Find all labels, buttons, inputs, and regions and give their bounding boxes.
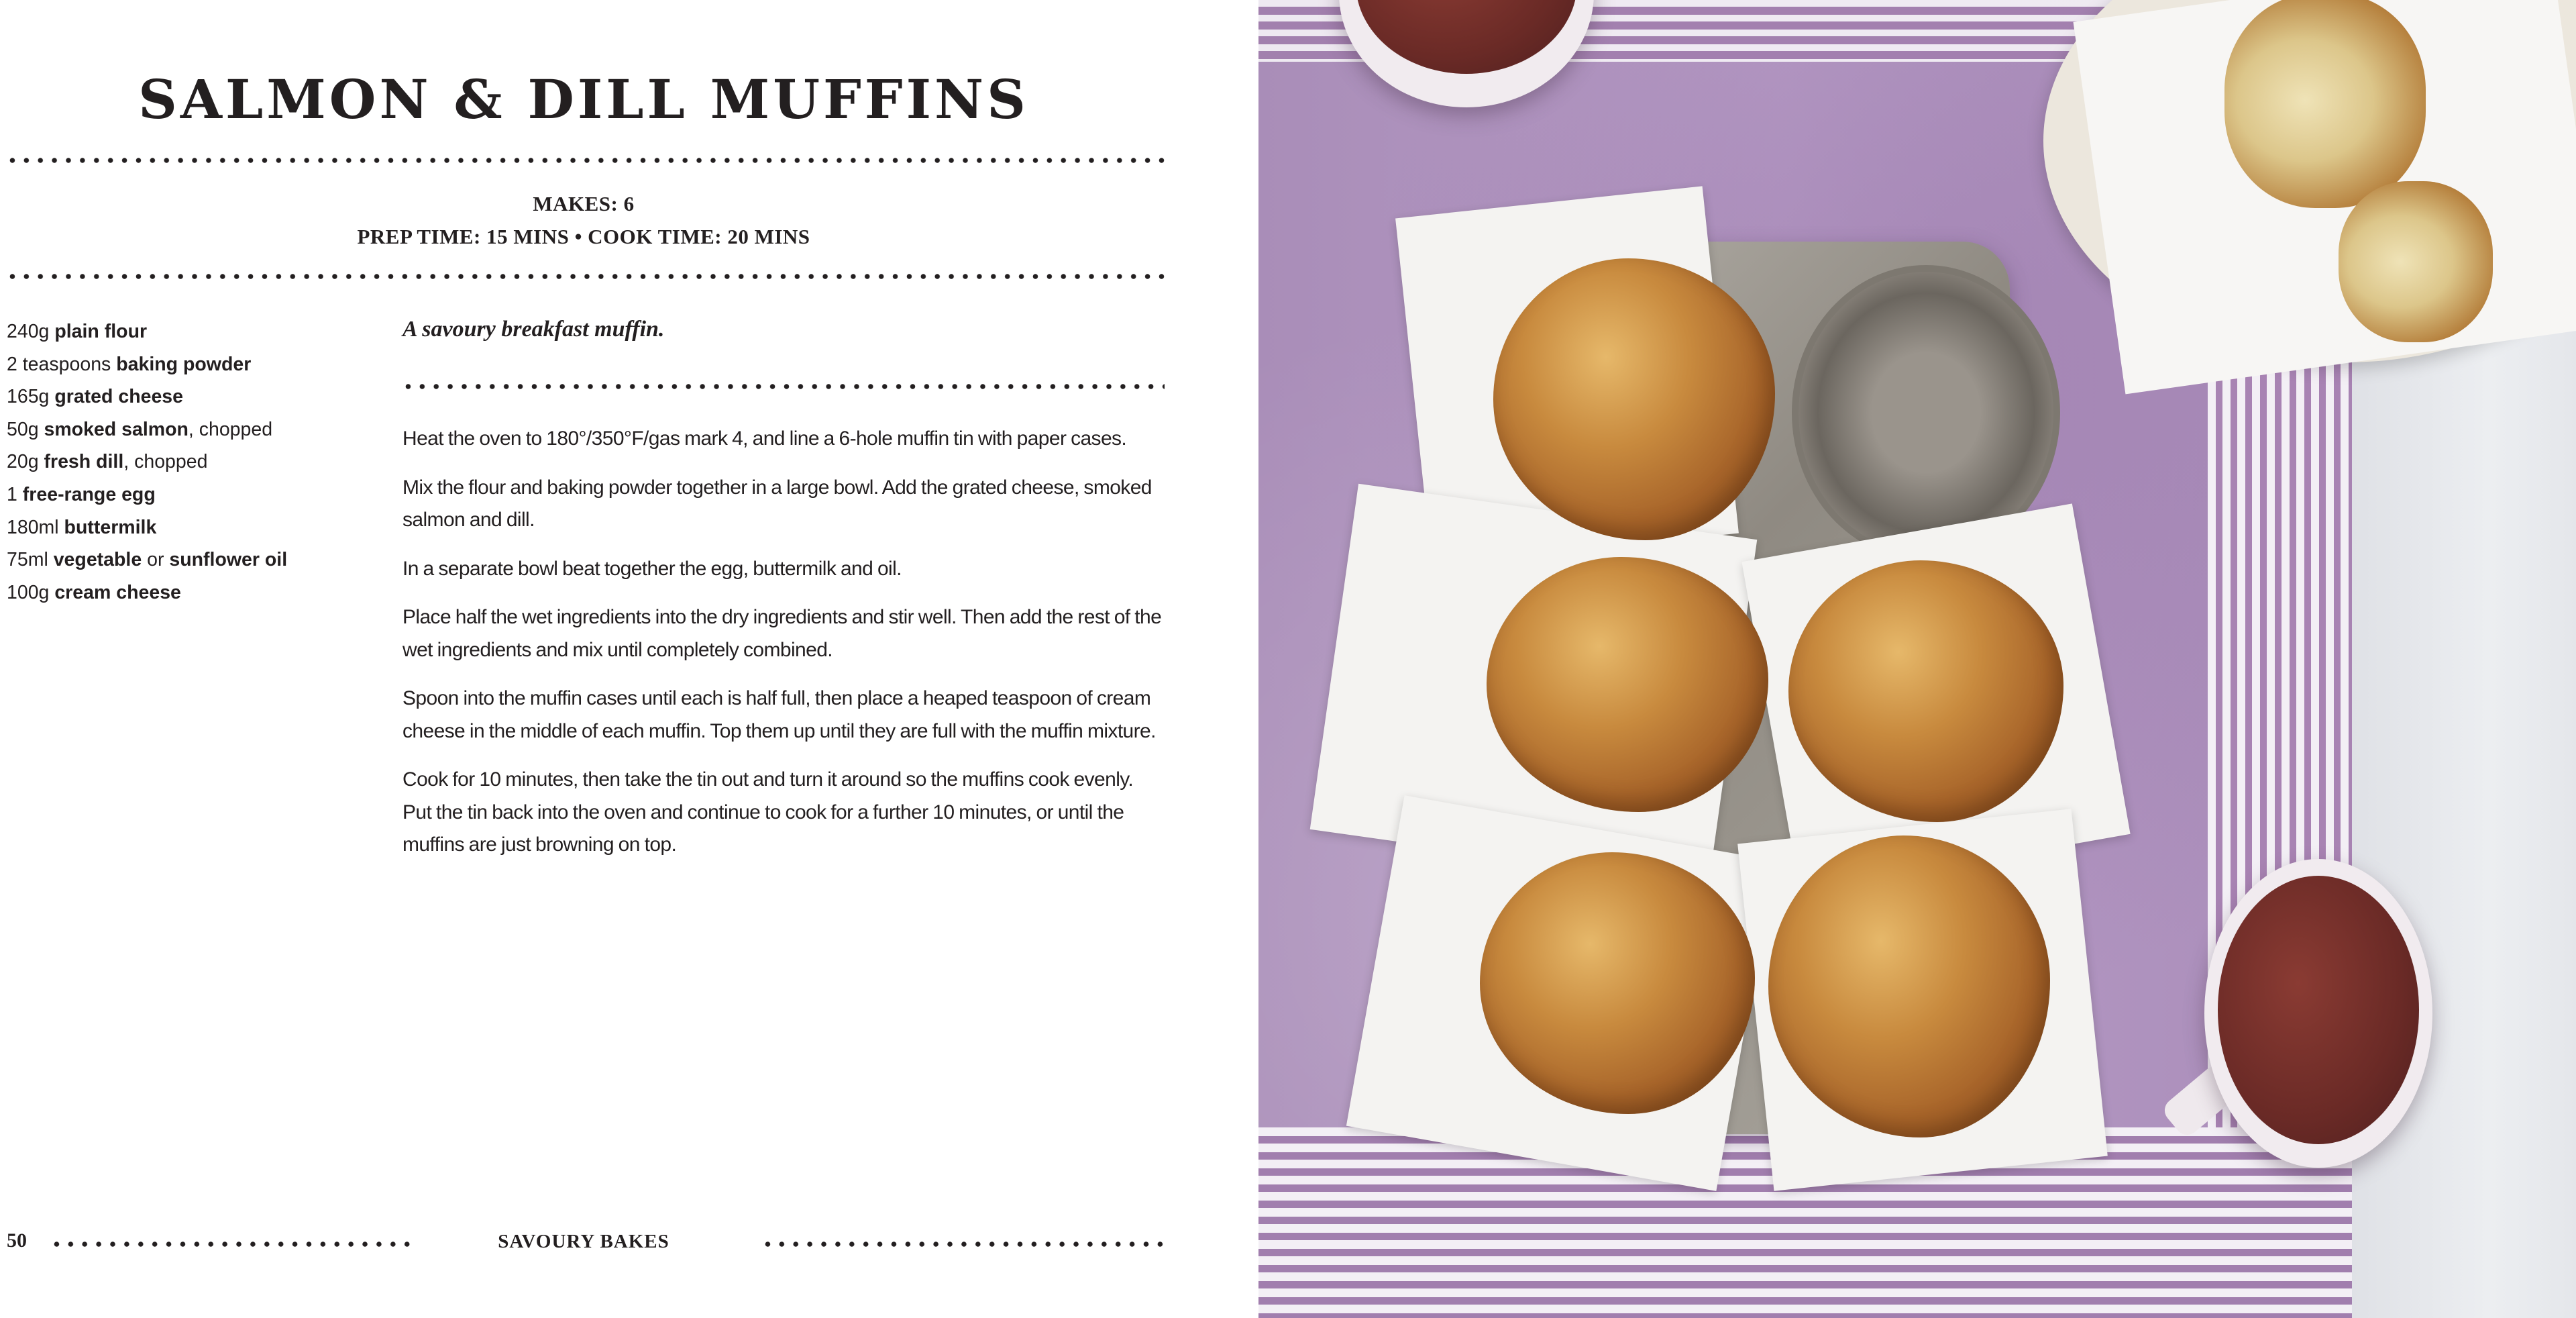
ingredient-qty: 100g — [7, 581, 55, 603]
ingredient-item — [7, 348, 382, 381]
ingredient-item — [7, 511, 382, 544]
method-step: Place half the wet ingredients into the dry ingredients and stir well. Then add the rest of the wet ingredients and mix until completely combined. — [402, 606, 1162, 661]
ingredient-note: or — [142, 549, 170, 571]
footer-dotted-left — [50, 1241, 412, 1247]
ingredient-name: plain flour — [54, 321, 148, 342]
muffin-piece — [2339, 181, 2493, 342]
ingredient-name: smoked salmon — [44, 418, 189, 440]
dotted-divider-top — [5, 158, 1165, 163]
recipe-photo — [1258, 0, 2576, 1318]
ingredients-list — [7, 315, 382, 609]
times-label: PREP TIME: 15 MINS • COOK TIME: 20 MINS — [357, 225, 810, 248]
ingredient-item — [7, 544, 382, 576]
ingredient-name: vegetable — [53, 549, 142, 571]
ingredient-qty: 2 teaspoons — [7, 353, 117, 375]
method-step: In a separate bowl beat together the egg, buttermilk and oil. — [402, 557, 902, 580]
ingredient-item — [7, 478, 382, 511]
dotted-divider-meta — [5, 274, 1165, 279]
ingredient-qty: 180ml — [7, 516, 64, 538]
ingredient-name: baking powder — [116, 353, 252, 375]
ingredient-name: free-range egg — [22, 483, 156, 505]
ingredient-item — [7, 446, 382, 478]
ingredient-item — [7, 413, 382, 446]
ingredient-item — [7, 576, 382, 609]
ingredient-qty: 240g — [7, 321, 55, 342]
recipe-title: SALMON & DILL MUFFINS — [138, 68, 1029, 131]
ingredient-qty: 20g — [7, 451, 44, 473]
method-step: Heat the oven to 180°/350°F/gas mark 4, and line a 6-hole muffin tin with paper cases. — [402, 427, 1127, 450]
method-steps — [402, 423, 1164, 878]
method-step: Mix the flour and baking powder together in a large bowl. Add the grated cheese, smoked salmon and dill. — [402, 476, 1152, 531]
ingredient-name: cream cheese — [54, 581, 181, 603]
makes-label: MAKES: 6 — [533, 192, 635, 215]
ingredient-qty: 165g — [7, 386, 55, 408]
method-step: Spoon into the muffin cases until each is half full, then place a heaped teaspoon of cream cheese in the middle of each muffin. Top them up until they are full with the muffin mixture. — [402, 687, 1156, 742]
method-step: Cook for 10 minutes, then take the tin out and turn it around so the muffins cook evenly. Put the tin back into the oven and continue to cook for a further 10 minutes, or until the muffins are just browning on top. — [402, 768, 1134, 856]
section-label: SAVOURY BAKES — [498, 1231, 669, 1252]
ingredient-qty: 75ml — [7, 549, 54, 571]
ingredient-name: buttermilk — [64, 516, 157, 538]
tea-bottom — [2218, 876, 2419, 1144]
ingredient-note: , chopped — [123, 451, 208, 473]
broken-muffin — [2224, 0, 2426, 208]
ingredient-qty: 1 — [7, 483, 23, 505]
ingredient-item — [7, 381, 382, 413]
recipe-intro: A savoury breakfast muffin. — [402, 317, 665, 342]
ingredient-name: fresh dill — [44, 451, 124, 473]
ingredient-note: , chopped — [188, 418, 273, 440]
ingredient-name: grated cheese — [54, 386, 184, 408]
footer-dotted-right — [761, 1241, 1165, 1247]
recipe-page — [0, 0, 1258, 1318]
ingredient-name-alt: sunflower oil — [169, 549, 288, 571]
ingredient-item — [7, 315, 382, 348]
page-number: 50 — [7, 1229, 27, 1252]
ingredient-qty: 50g — [7, 418, 44, 440]
dotted-divider-intro — [401, 384, 1165, 389]
